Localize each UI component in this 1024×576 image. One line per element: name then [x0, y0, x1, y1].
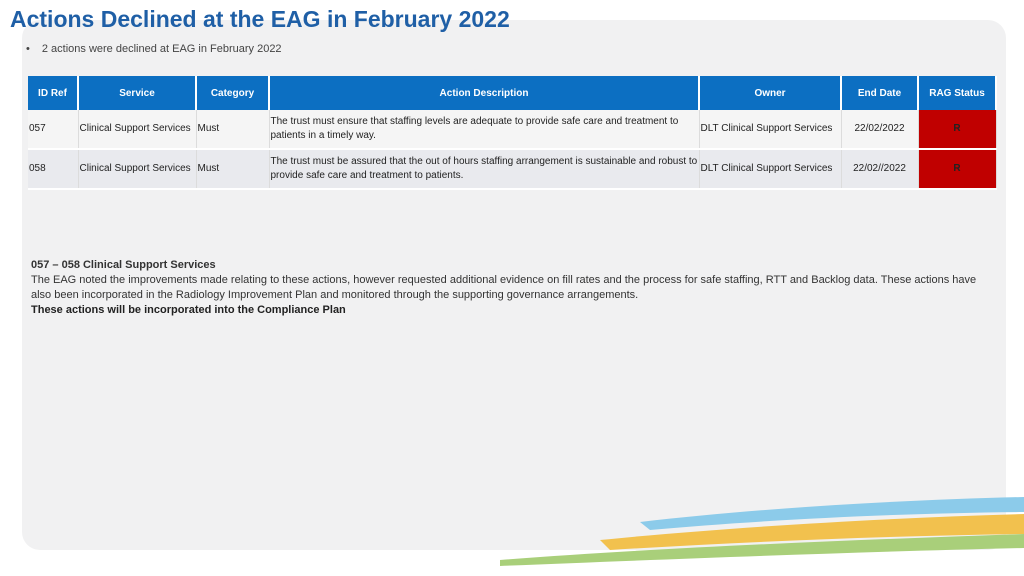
- notes-body: The EAG noted the improvements made relating to these actions, however requested additional evidence on fill rates and the process for safe staffing, RTT and Backlog data. These actions have also been incorporated in the Radiology Improvement Plan and monitored through the supporting governance arrangements.: [31, 274, 977, 301]
- header-id-ref: ID Ref: [28, 76, 78, 110]
- header-category: Category: [196, 76, 269, 110]
- bullet-icon: •: [26, 43, 30, 55]
- header-action-description: Action Description: [269, 76, 699, 110]
- cell-service: Clinical Support Services: [78, 110, 196, 149]
- cell-end-date: 22/02/2022: [841, 110, 918, 149]
- cell-rag-status: R: [918, 110, 996, 149]
- cell-end-date: 22/02//2022: [841, 149, 918, 189]
- cell-category: Must: [196, 149, 269, 189]
- header-service: Service: [78, 76, 196, 110]
- header-end-date: End Date: [841, 76, 918, 110]
- cell-id-ref: 058: [28, 149, 78, 189]
- cell-owner: DLT Clinical Support Services: [699, 149, 841, 189]
- cell-id-ref: 057: [28, 110, 78, 149]
- header-rag-status: RAG Status: [918, 76, 996, 110]
- cell-action-description: The trust must ensure that staffing levels are adequate to provide safe care and treatment to patients in a timely way.: [269, 110, 699, 149]
- cell-rag-status: R: [918, 149, 996, 189]
- header-owner: Owner: [699, 76, 841, 110]
- notes-conclusion: These actions will be incorporated into the Compliance Plan: [31, 304, 346, 316]
- page-title: Actions Declined at the EAG in February 2022: [10, 6, 510, 32]
- cell-category: Must: [196, 110, 269, 149]
- summary-text: 2 actions were declined at EAG in February 2022: [41, 43, 282, 55]
- cell-action-description: The trust must be assured that the out of hours staffing arrangement is sustainable and robust to provide safe care and treatment to patients.: [269, 149, 699, 189]
- cell-owner: DLT Clinical Support Services: [699, 110, 841, 149]
- cell-service: Clinical Support Services: [78, 149, 196, 189]
- notes-heading: 057 – 058 Clinical Support Services: [31, 259, 216, 271]
